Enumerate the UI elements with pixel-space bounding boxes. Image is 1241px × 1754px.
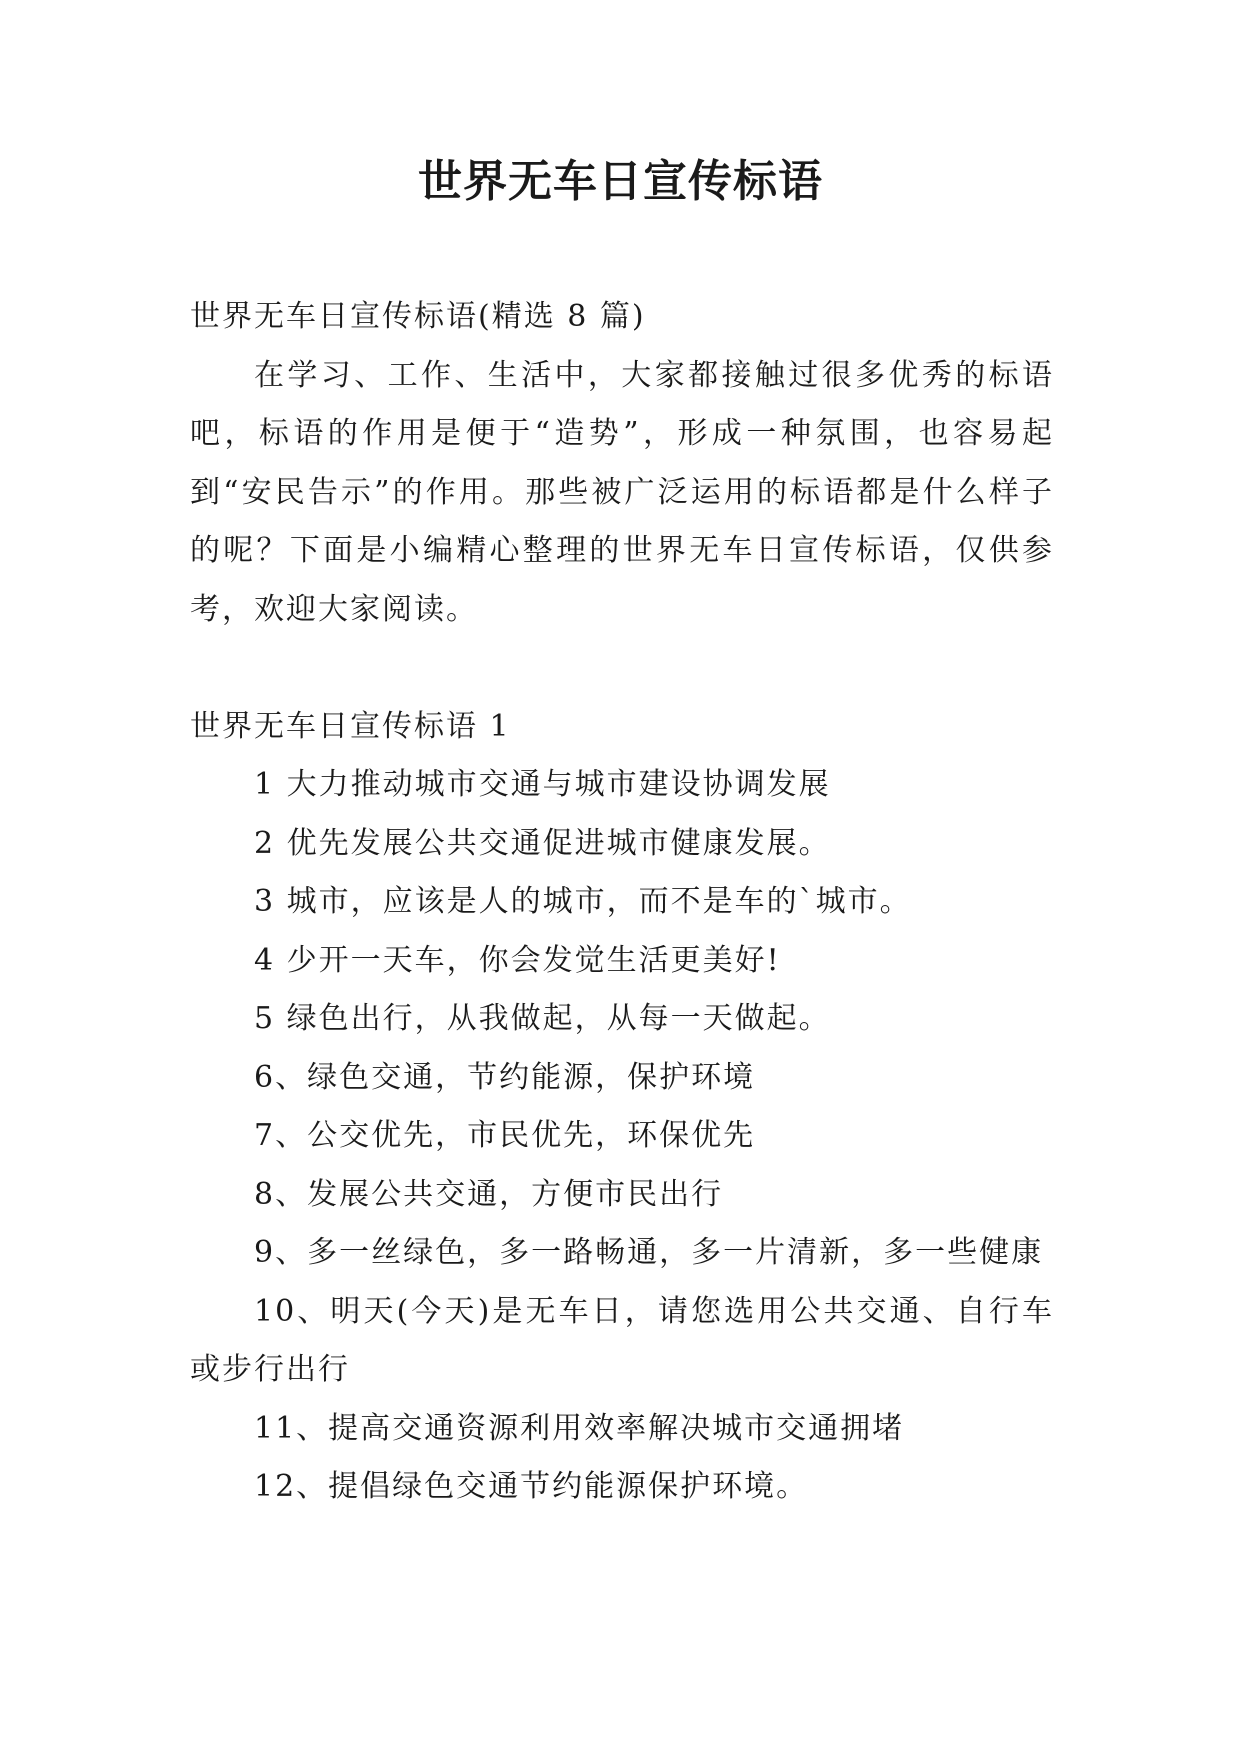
- section-heading: 世界无车日宣传标语 1: [190, 708, 511, 744]
- slogan-item-11: 11、提高交通资源利用效率解决城市交通拥堵: [254, 1410, 905, 1446]
- slogan-item-5: 5 绿色出行，从我做起，从每一天做起。: [254, 1001, 831, 1036]
- subtitle-line: 世界无车日宣传标语(精选 8 篇): [190, 299, 646, 334]
- slogan-item-10: 10、明天(今天)是无车日，请您选用公共交通、自行车或步行出行: [190, 1293, 1054, 1387]
- slogan-item-1: 1 大力推动城市交通与城市建设协调发展: [254, 767, 831, 802]
- slogan-item-8: 8、发展公共交通，方便市民出行: [254, 1176, 724, 1212]
- document-title: 世界无车日宣传标语: [418, 156, 823, 207]
- slogan-item-9: 9、多一丝绿色，多一路畅通，多一片清新，多一些健康: [254, 1235, 1044, 1270]
- document-body: [190, 288, 1054, 1517]
- slogan-item-3: 3 城市，应该是人的城市，而不是车的`城市。: [254, 884, 912, 919]
- slogan-item-7: 7、公交优先，市民优先，环保优先: [254, 1118, 756, 1153]
- slogan-item-6: 6、绿色交通，节约能源，保护环境: [254, 1059, 756, 1095]
- slogan-item-4: 4 少开一天车，你会发觉生活更美好!: [254, 942, 781, 978]
- slogan-item-2: 2 优先发展公共交通促进城市健康发展。: [254, 825, 831, 861]
- slogan-item-12: 12、提倡绿色交通节约能源保护环境。: [254, 1469, 809, 1504]
- paragraph-spacer: [190, 639, 1054, 698]
- intro-paragraph: 在学习、工作、生活中，大家都接触过很多优秀的标语吧，标语的作用是便于“造势”，形成一种氛围，也容易起到“安民告示”的作用。那些被广泛运用的标语都是什么样子的呢？下面是小编精心整理的世界无车日宣传标语，仅供参考，欢迎大家阅读。: [190, 357, 1054, 627]
